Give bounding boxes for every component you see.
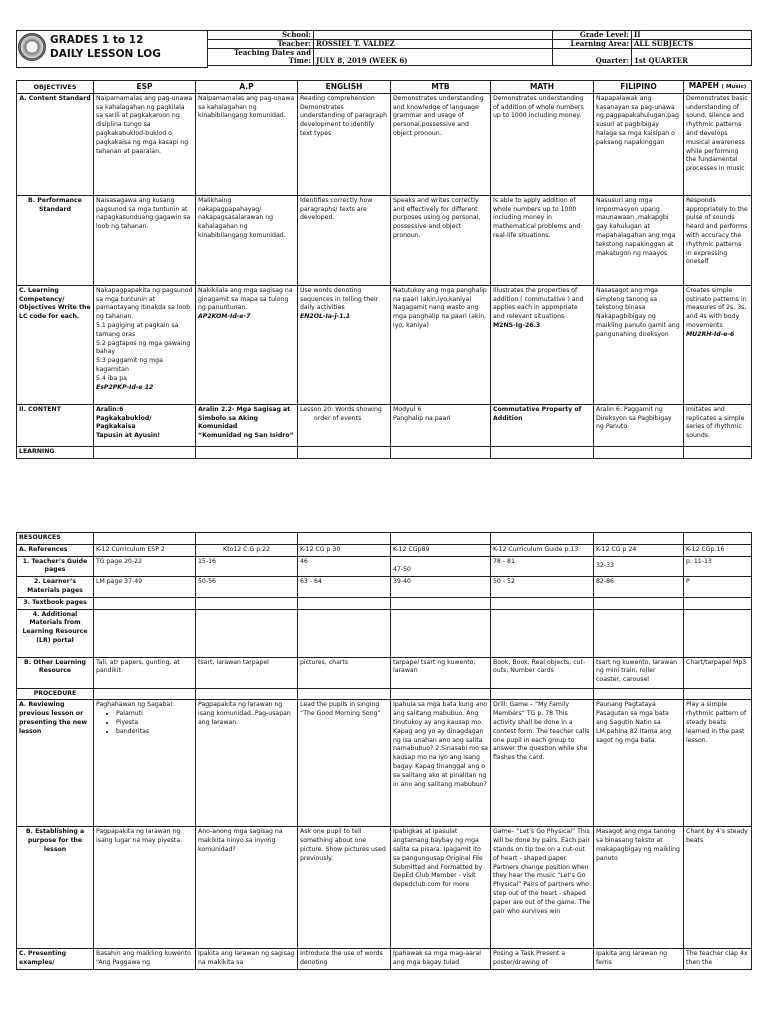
table-cell: P: [684, 577, 752, 598]
cell-line: order of events: [314, 414, 362, 422]
table-cell: 50 - 52: [491, 577, 594, 598]
table-cell: 82-86: [594, 577, 684, 598]
cell-line: “Komunidad ng San Isidro”: [198, 432, 294, 440]
table-cell: Game– “Let’s Go Physical” This will be done by pairs. Each pair stands on tip toe on a cut-out of heart - shaped paper. Partners change position when they hear the music “Let’s Go Physical” Pairs of partners who step out of the heart - shaped paper are out of the game. The pair who survives win: [491, 827, 594, 949]
resources-procedure-table: [16, 532, 752, 970]
table-cell: Speaks and writes correctly and effectively for different purposes using og personal, possessive and object pronoun.: [391, 195, 491, 285]
procedure-header-row: [17, 688, 752, 700]
row-label: II. CONTENT: [17, 404, 94, 446]
row-label: PROCEDURE: [17, 688, 94, 700]
table-cell: Posing a Task Present a poster/drawing of: [491, 949, 594, 970]
table-cell: [684, 446, 752, 458]
table-cell: Malikhaing nakapagpapahayag/ nakapagsasalarawan ng kahalagahan ng kinabibilangang komunidad.: [196, 195, 298, 285]
table-cell: Kto12 C.G p.22: [196, 544, 298, 556]
table-cell: [491, 688, 594, 700]
row-label: B. Establishing a purpose for the lesson: [17, 827, 94, 949]
table-cell: K-12 Curriculum Guide p.13: [491, 544, 594, 556]
table-cell: Ano-anong mga sagisag na makikita ninyo sa inyong komunidad?: [196, 827, 298, 949]
table-cell: [491, 285, 594, 404]
row-label: 4. Additional Materials from Learning Resource (LR) portal: [17, 609, 94, 657]
list-item: • Palamuti: [116, 710, 193, 719]
table-cell: Natutukoy ang mga panghalip na paari (akin,iyo,kaniya) Nagagamit nang wasto ang mga panghalip na paari (akin, iyo, kaniya): [391, 285, 491, 404]
table-cell: [196, 597, 298, 609]
table-cell: Chart/tarpapel Mp3: [684, 657, 752, 688]
table-cell: [594, 533, 684, 545]
examples-row: [17, 949, 752, 970]
row-label: LEARNING: [17, 446, 94, 458]
cell-line: Paghahawan ng Sagabal:: [96, 701, 175, 709]
table-cell: [594, 688, 684, 700]
table-cell: [94, 404, 196, 446]
cell-line: Aralin 2.2- Mga Sagisag at Simbolo sa Aking Komunidad: [198, 405, 291, 431]
table-cell: Ipahawak sa mga mag-aaral ang mga bagay tulad: [391, 949, 491, 970]
table-cell: 50-56: [196, 577, 298, 598]
quarter-label: Quarter:: [553, 49, 632, 66]
table-cell: [94, 609, 196, 657]
table-cell: K-12 CGp89: [391, 544, 491, 556]
table-cell: tarpapel tsart ng kuwento, larawan: [391, 657, 491, 688]
table-cell: [94, 533, 196, 545]
row-label: A. References: [17, 544, 94, 556]
lc-code: EN2OL-Ia-j-1.1: [300, 313, 351, 321]
table-cell: [491, 446, 594, 458]
table-cell: [391, 533, 491, 545]
table-cell: [491, 597, 594, 609]
table-cell: Imitates and replicates a simple series of rhythmic sounds.: [684, 404, 752, 446]
title-line2: DAILY LESSON LOG: [50, 48, 161, 60]
col-esp: ESP: [94, 81, 196, 94]
table-cell: 63 - 64: [298, 577, 391, 598]
title-line1: GRADES 1 to 12: [50, 34, 144, 46]
lc-code: M2NS-Ig-26.3: [493, 321, 541, 329]
table-cell: Book, Book, Real objects, cut-outs, Number cards: [491, 657, 594, 688]
table-cell: Ipahula sa mga bata kung ano ang salitang mabubuo. Ang tinutukoy ay ang kausap mo. Kapag ang yo ay dinagdagan ng isa unahan ano ang salita namabubuo? 2.Sinasabi mo sa kausap mo na iyo ang isang bagay. Kapag tinanggal ang o sa salitang ako at pinalitan ng in ano ang salitang mabubuo?: [391, 700, 491, 827]
table-cell: [94, 446, 196, 458]
teachers-guide-row: [17, 556, 752, 577]
cell-line: Nakapagpapakita ng pagsunod sa mga tuntunin at pamantayang itinakda sa loob ng tahanan.: [96, 286, 193, 321]
table-cell: [196, 609, 298, 657]
table-cell: Identifies correctly how paragraphs/ texts are developed.: [298, 195, 391, 285]
table-cell: Aralin 6: Paggamit ng Direksyon sa Pagbibigay ng Panuto: [594, 404, 684, 446]
purpose-row: [17, 827, 752, 949]
additional-materials-row: [17, 609, 752, 657]
table-cell: [684, 533, 752, 545]
performance-standard-row: [17, 195, 752, 285]
table-cell: TG page 20-22: [94, 556, 196, 577]
dates-value: JULY 8, 2019 (WEEK 6): [314, 49, 553, 66]
table-cell: Drill: Game – “My Family Members” TG p. 78 This activity shall be done in a contest form. The teacher calls one pupil in each group to answer the question while she flashes the card.: [491, 700, 594, 827]
learning-row: [17, 446, 752, 458]
table-cell: 46: [298, 556, 391, 577]
textbook-row: [17, 597, 752, 609]
table-cell: tsart ng kuwento, larawan ng mini train, roller coaster, carousel: [594, 657, 684, 688]
cell-line: 5.2 pagtapos ng mga gawaing bahay: [96, 339, 191, 356]
table-cell: [298, 446, 391, 458]
table-cell: [298, 597, 391, 609]
row-label: B. Other Learning Resource: [17, 657, 94, 688]
table-cell: Pagpapakita ng larawan ng isang komunidad..Pag-usapan ang larawan.: [196, 700, 298, 827]
table-cell: [196, 446, 298, 458]
table-cell: [594, 597, 684, 609]
table-cell: 47-50: [391, 556, 491, 577]
table-cell: Basahin ang maikling kuwento “Ang Paggawa ng: [94, 949, 196, 970]
table-cell: Nasusuri ang mga impormasyon upang maunawaan ,makapgbi gay kahulugan at mapahalagahan ang mga tekstong napakinggan at makatugon ng maayos: [594, 195, 684, 285]
table-cell: Ipabigkas at ipasulat angtamang baybay ng mga salita sa pisara. Ipagamit ito sa pangungusap Original File Submitted and Formatted by DepEd Club Member - visit depedclub.com for more: [391, 827, 491, 949]
other-resources-row: [17, 657, 752, 688]
header-info-table: [207, 30, 752, 66]
table-cell: K-12 CG p 30: [298, 544, 391, 556]
row-label: C. Presenting examples/: [17, 949, 94, 970]
content-row: [17, 404, 752, 446]
content-standard-row: [17, 93, 752, 195]
table-cell: [94, 700, 196, 827]
table-cell: [298, 533, 391, 545]
table-cell: [298, 609, 391, 657]
resources-header-row: [17, 533, 752, 545]
mapeh-subtitle: ( Music): [721, 84, 747, 90]
row-label: B. Performance Standard: [17, 195, 94, 285]
table-cell: Demonstrates basic understanding of sound, silence and rhythmic patterns and develops musical awareness while performing the fundamental processes in music: [684, 93, 752, 195]
table-cell: Reading comprehension Demonstrates understanding of paragraph development to identify text types: [298, 93, 391, 195]
table-cell: Commutative Property of Addition: [491, 404, 594, 446]
area-label: Learning Area:: [553, 40, 632, 49]
table-cell: [298, 285, 391, 404]
col-mapeh: [684, 81, 752, 94]
grade-value: II: [632, 31, 752, 40]
table-cell: 15-16: [196, 556, 298, 577]
table-cell: [684, 285, 752, 404]
school-label: School:: [208, 31, 314, 40]
table-cell: [94, 597, 196, 609]
table-cell: Ipakita ang larawan ng sagisag na makikita sa: [196, 949, 298, 970]
cell-line: Aralin:6: [96, 405, 124, 413]
table-cell: Naisasagawa ang kusang pagsunod sa mga tuntunin at napagkasunduang gagawin sa loob ng tahanan.: [94, 195, 196, 285]
table-cell: [684, 688, 752, 700]
teacher-value: ROSSIEL T. VALDEZ: [314, 40, 553, 49]
table-cell: [684, 609, 752, 657]
table-cell: [684, 597, 752, 609]
table-cell: 78 - 81: [491, 556, 594, 577]
col-objectives: OBJECTIVES: [17, 81, 94, 94]
objectives-table: [16, 80, 752, 459]
table-cell: [391, 688, 491, 700]
table-cell: Ask one pupil to tell something about one picture. Show pictures used previously.: [298, 827, 391, 949]
table-cell: [94, 688, 196, 700]
table-cell: [391, 404, 491, 446]
table-cell: Demonstrates understanding and knowledge of language grammar and usage of personal,possessive and object pronoun.: [391, 93, 491, 195]
col-ap: A.P: [196, 81, 298, 94]
cell-text: Creates simple ostinato patterns in measures of 2s, 3s, and 4s with body movements: [686, 286, 747, 329]
table-cell: [196, 404, 298, 446]
cell-text: Use words denoting sequences in telling their daily activities: [300, 286, 379, 312]
column-header-row: [17, 81, 752, 94]
references-row: [17, 544, 752, 556]
learners-materials-row: [17, 577, 752, 598]
cell-text: Illustrates the properties of addition ( commutative ) and applies each in appropriate and relevant situations: [493, 286, 584, 321]
table-cell: Naipamamalas ang pag-unawa sa kahalagahan ng kinabibilangang komunidad.: [196, 93, 298, 195]
cell-line: Panghalip na paari: [393, 414, 451, 422]
school-value: [314, 31, 553, 40]
table-cell: [594, 446, 684, 458]
table-cell: [491, 533, 594, 545]
table-cell: K-12 CGp.16: [684, 544, 752, 556]
table-cell: Napapalawak ang kasanayan sa pag-unawa ng pagpapakahulugan,pag susuri at pagbibigay halaga sa mga kaisipan o paksang napakinggan: [594, 93, 684, 195]
cell-line: Tapusin at Ayusin!: [96, 432, 161, 440]
table-cell: K-12 Curriculum ESP 2: [94, 544, 196, 556]
deped-seal-logo: [18, 33, 46, 61]
table-cell: [196, 533, 298, 545]
area-value: ALL SUBJECTS: [632, 40, 752, 49]
mapeh-title: MAPEH: [688, 81, 719, 90]
table-cell: [491, 609, 594, 657]
table-cell: The teacher clap 4x then the: [684, 949, 752, 970]
cell-line: 5.1 pagiging at pagkain sa tamang oras: [96, 321, 179, 338]
table-cell: Is able to apply addition of whole numbers up to 1000 including money in mathematical problems and real-life situations.: [491, 195, 594, 285]
bullet-list: [96, 710, 193, 736]
table-cell: [196, 285, 298, 404]
reviewing-row: [17, 700, 752, 827]
cell-line: Modyul 6: [393, 405, 422, 413]
quarter-value: 1st QUARTER: [632, 49, 752, 66]
row-label: 1. Teacher’s Guide pages: [17, 556, 94, 577]
cell-line: Lesson 20: Words showing: [300, 405, 382, 413]
list-item: • banderitas: [116, 728, 193, 737]
col-english: ENGLISH: [298, 81, 391, 94]
table-cell: K-12 CG p 24: [594, 544, 684, 556]
col-math: MATH: [491, 81, 594, 94]
row-label: A. Content Standard: [17, 93, 94, 195]
cell-line: 5.4 iba pa: [96, 374, 127, 382]
table-cell: Demonstrates understanding of addition of whole numbers up to 1000 including money.: [491, 93, 594, 195]
cell-line: Pagkakabuklod/: [96, 414, 152, 422]
table-cell: Masagot ang mga tanong sa binasang teksto at makapagbigay ng maikling panuto: [594, 827, 684, 949]
competency-row: [17, 285, 752, 404]
lc-code: MU2RH-Id-e-6: [686, 330, 735, 338]
dates-label-2: Time:: [288, 56, 311, 65]
col-mtb: MTB: [391, 81, 491, 94]
table-cell: Ipakita ang larawan ng ferris: [594, 949, 684, 970]
table-cell: LM page 37-49: [94, 577, 196, 598]
table-cell: Naipamamalas ang pag-unawa sa kahalagahan ng pagkilala sa sarili at pagkakaroon ng disiplina tungo sa pagkakabuklod-buklod o pagkakaisa ng mga kasapi ng tahanan at paaralan.: [94, 93, 196, 195]
table-cell: Play a simple rhythmic pattern of steady beats learned in the past lesson.: [684, 700, 752, 827]
dates-label-1: Teaching Dates and: [233, 48, 311, 57]
table-cell: [298, 404, 391, 446]
table-cell: [391, 597, 491, 609]
table-cell: Tali, atr papers, gunting, at pandikit: [94, 657, 196, 688]
table-cell: tsart, larawan tarpapel: [196, 657, 298, 688]
lc-code: AP2KOM-Id-e-7: [198, 313, 251, 321]
row-label: RESOURCES: [17, 533, 94, 545]
row-label: A. Reviewing previous lesson or presenting the new lesson: [17, 700, 94, 827]
table-cell: 32-33: [594, 556, 684, 577]
teacher-label: Teacher:: [208, 40, 314, 49]
table-cell: [391, 446, 491, 458]
table-cell: Pagpapakita ng larawan ng isang lugar na may piyesta.: [94, 827, 196, 949]
table-cell: Introduce the use of words denoting: [298, 949, 391, 970]
table-cell: [391, 609, 491, 657]
table-cell: [196, 688, 298, 700]
cell-line: 5.3 paggamit ng mga kagamitan: [96, 357, 163, 373]
list-item: • Piyesta: [116, 719, 193, 728]
table-cell: [298, 688, 391, 700]
col-filipino: FILIPINO: [594, 81, 684, 94]
table-cell: Chant by 4’s steady beats: [684, 827, 752, 949]
table-cell: Paunang Pagtataya Pasagutan sa mga bata ang Sagutin Natin sa LM.pahina 82 Itama ang sagot ng mga bata.: [594, 700, 684, 827]
row-label: 2. Learner’s Materials pages: [17, 577, 94, 598]
dates-label: [208, 49, 314, 66]
table-cell: pictures, charts: [298, 657, 391, 688]
table-cell: Nasasagot ang mga simpleng tanong sa tekstong binasa Nakapagbibigay ng maikling panuto gamit ang pangunahing direksyon: [594, 285, 684, 404]
grade-label: Grade Level:: [553, 31, 632, 40]
table-cell: [94, 285, 196, 404]
cell-line: Pagkakaisa: [96, 423, 136, 431]
table-cell: p. 11-13: [684, 556, 752, 577]
lc-code: EsP2PKP-Id-e 12: [96, 383, 154, 391]
row-label: 3. Textbook pages: [17, 597, 94, 609]
row-label: C. Learning Competency/ Objectives Write the LC code for each.: [17, 285, 94, 404]
table-cell: [594, 609, 684, 657]
table-cell: Responds appropriately to the pulse of sounds heard and performs with accuracy the rhythmic patterns in expressing oneself: [684, 195, 752, 285]
table-cell: 39-40: [391, 577, 491, 598]
cell-text: Nakikilala ang mga sagisag na ginagamit sa mapa sa tulong ng panuntunan.: [198, 286, 293, 312]
table-cell: Lead the pupils in singing “The Good Morning Song”: [298, 700, 391, 827]
